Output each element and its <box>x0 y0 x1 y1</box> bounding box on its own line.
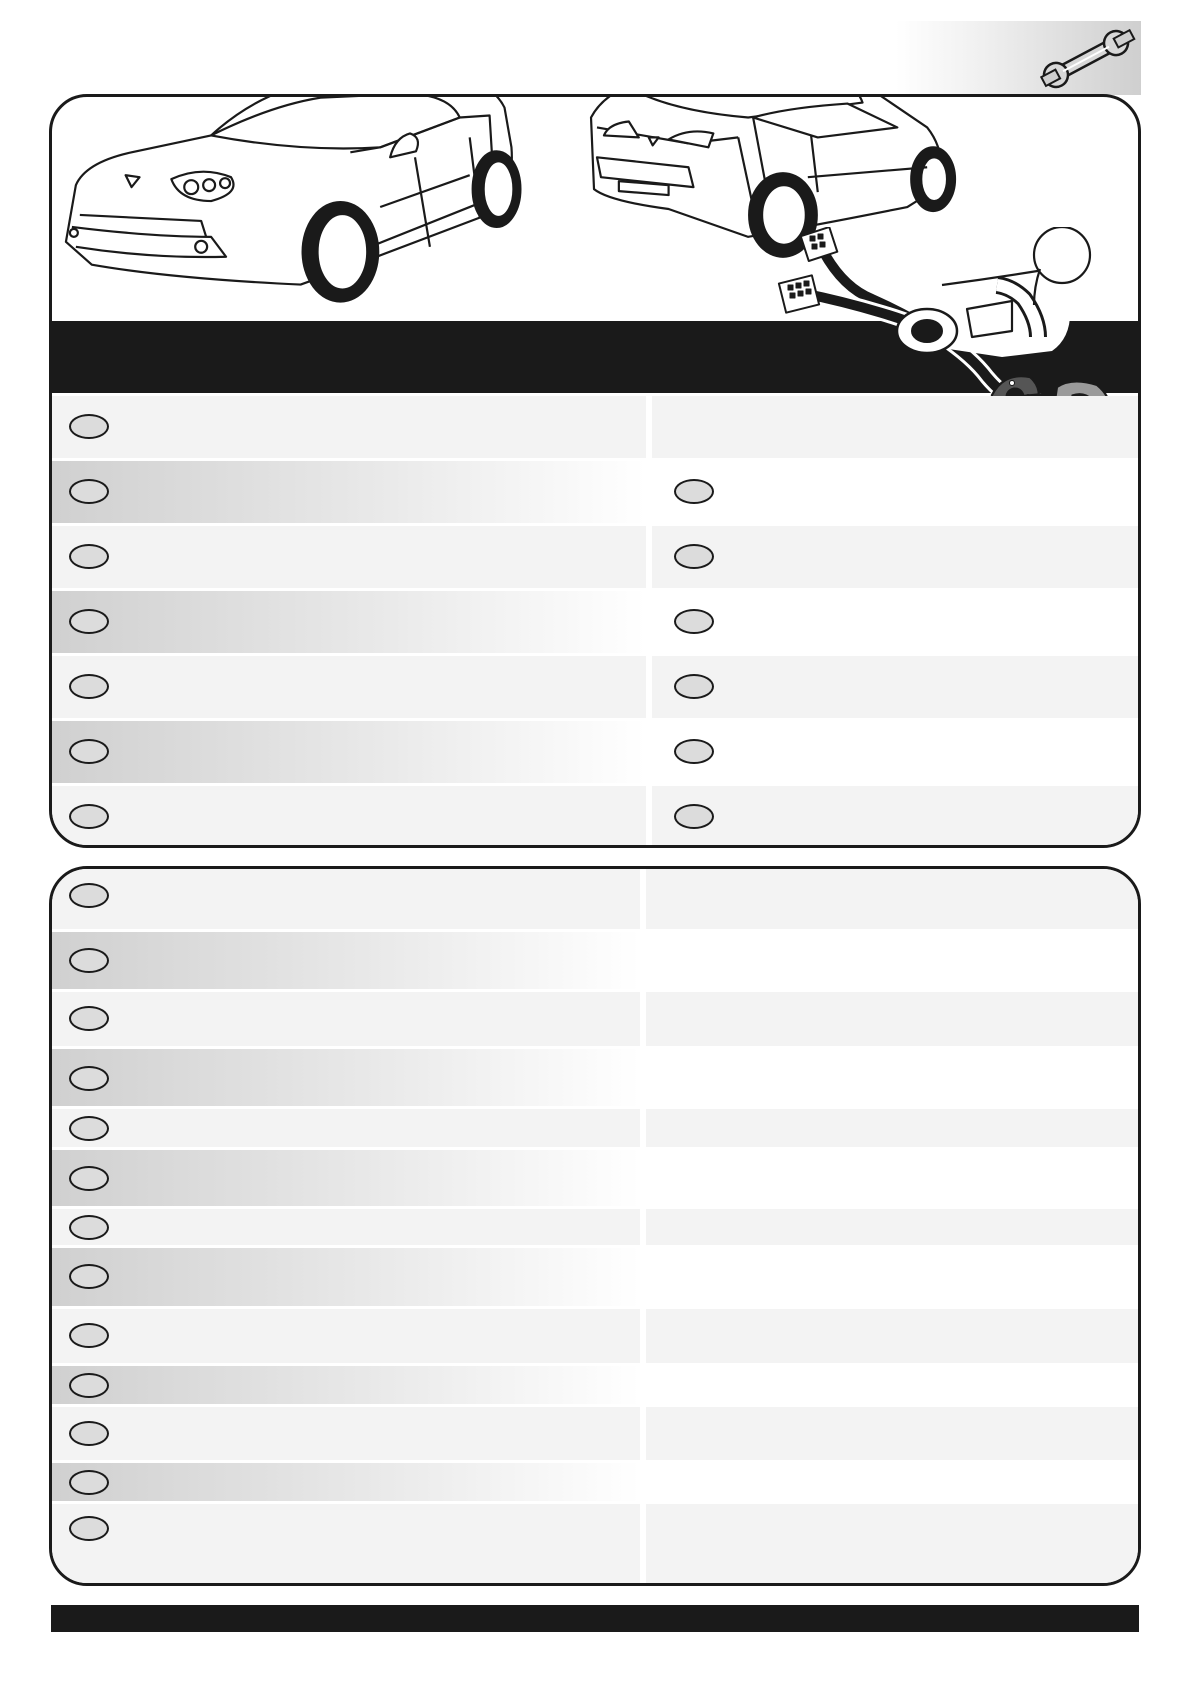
row-number-badge <box>69 739 109 764</box>
row-number-badge <box>674 544 714 569</box>
row-number-badge <box>69 1215 109 1240</box>
row-number-badge <box>674 479 714 504</box>
table-row <box>52 1209 1138 1245</box>
row-number-badge <box>69 1066 109 1091</box>
table-row <box>52 461 1138 523</box>
row-number-badge <box>69 609 109 634</box>
table-row <box>52 1150 1138 1206</box>
row-number-badge <box>69 1166 109 1191</box>
table-row <box>52 932 1138 989</box>
table-row <box>52 526 1138 588</box>
row-number-badge <box>69 1373 109 1398</box>
table-row <box>52 1366 1138 1404</box>
row-number-badge <box>674 609 714 634</box>
table-row <box>52 396 1138 458</box>
row-number-badge <box>69 1264 109 1289</box>
row-number-badge <box>69 1323 109 1348</box>
footer-band <box>51 1605 1139 1632</box>
table-row <box>52 1248 1138 1306</box>
row-number-badge <box>69 479 109 504</box>
table-row <box>52 1109 1138 1147</box>
row-number-badge <box>69 804 109 829</box>
row-number-badge <box>69 674 109 699</box>
table-row <box>52 1504 1138 1586</box>
table-row <box>52 992 1138 1046</box>
car-front-illustration <box>66 97 520 301</box>
row-number-badge <box>69 1470 109 1495</box>
table-row <box>52 1407 1138 1460</box>
table-row <box>52 591 1138 653</box>
row-number-badge <box>69 1516 109 1541</box>
row-number-badge <box>69 544 109 569</box>
vehicle-panel <box>49 94 1141 848</box>
row-number-badge <box>674 674 714 699</box>
row-number-badge <box>69 1116 109 1141</box>
wrench-icon <box>1036 27 1136 91</box>
table-row <box>52 656 1138 718</box>
row-number-badge <box>69 883 109 908</box>
table-row <box>52 1463 1138 1501</box>
row-number-badge <box>69 1006 109 1031</box>
row-number-badge <box>69 1421 109 1446</box>
table-row <box>52 1049 1138 1106</box>
row-number-badge <box>674 739 714 764</box>
row-number-badge <box>69 948 109 973</box>
specification-panel <box>49 866 1141 1586</box>
row-number-badge <box>674 804 714 829</box>
table-row <box>52 1309 1138 1363</box>
corner-tab <box>896 21 1141 95</box>
row-number-badge <box>69 414 109 439</box>
table-row <box>52 721 1138 783</box>
table-row <box>52 869 1138 929</box>
table-row <box>52 786 1138 848</box>
